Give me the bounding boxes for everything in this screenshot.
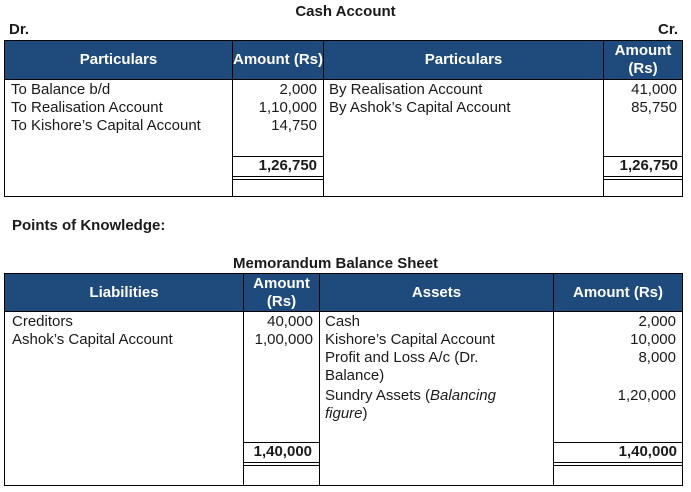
credit-label: Cr. [657,21,678,38]
debit-row-amount: 2,000 [279,81,317,98]
bs-total-left: 1,40,000 [253,443,312,460]
debit-row-particular: To Kishore’s Capital Account [11,117,201,134]
liability-row-item: Ashok’s Capital Account [12,331,173,348]
asset-row-item: Cash [325,313,361,330]
asset-row-amount: 8,000 [638,349,676,366]
header-assets: Assets [320,274,553,311]
asset-row-item: Kishore’s Capital Account [325,331,495,348]
header-amount-left: Amount (Rs) [244,274,319,311]
debit-row-particular: To Realisation Account [11,99,163,116]
header-amount-right: Amount (Rs) [604,41,682,79]
asset-row-item: Profit and Loss A/c (Dr. Balance) [325,349,479,384]
cash-account-title: Cash Account [295,3,396,20]
debit-row-particular: To Balance b/d [11,81,111,98]
header-liabilities: Liabilities [5,274,243,311]
asset-row-amount: 1,20,000 [617,387,676,404]
asset-row-item: Sundry Assets (Balancing figure) [325,387,496,422]
balance-sheet-table [4,273,683,486]
liability-row-amount: 40,000 [267,313,313,330]
header-amount-right: Amount (Rs) [554,274,682,311]
asset-row-amount: 2,000 [638,313,676,330]
liability-row-amount: 1,00,000 [254,331,313,348]
debit-row-amount: 1,10,000 [258,99,317,116]
points-of-knowledge-heading: Points of Knowledge: [12,217,166,234]
credit-row-particular: By Realisation Account [329,81,483,98]
liability-row-item: Creditors [12,313,73,330]
header-particulars-right: Particulars [324,41,603,79]
bs-total-right: 1,40,000 [618,443,677,460]
asset-row-amount: 10,000 [630,331,676,348]
debit-label: Dr. [9,21,30,38]
balance-sheet-title: Memorandum Balance Sheet [233,255,439,272]
debit-row-amount: 14,750 [271,117,317,134]
credit-row-amount: 41,000 [631,81,677,98]
header-particulars-left: Particulars [5,41,232,79]
credit-row-amount: 85,750 [631,99,677,116]
header-amount-left: Amount (Rs) [233,41,323,79]
credit-row-particular: By Ashok’s Capital Account [329,99,511,116]
cash-account-table [4,40,683,197]
cash-total-right: 1,26,750 [619,157,678,174]
cash-total-left: 1,26,750 [258,157,317,174]
